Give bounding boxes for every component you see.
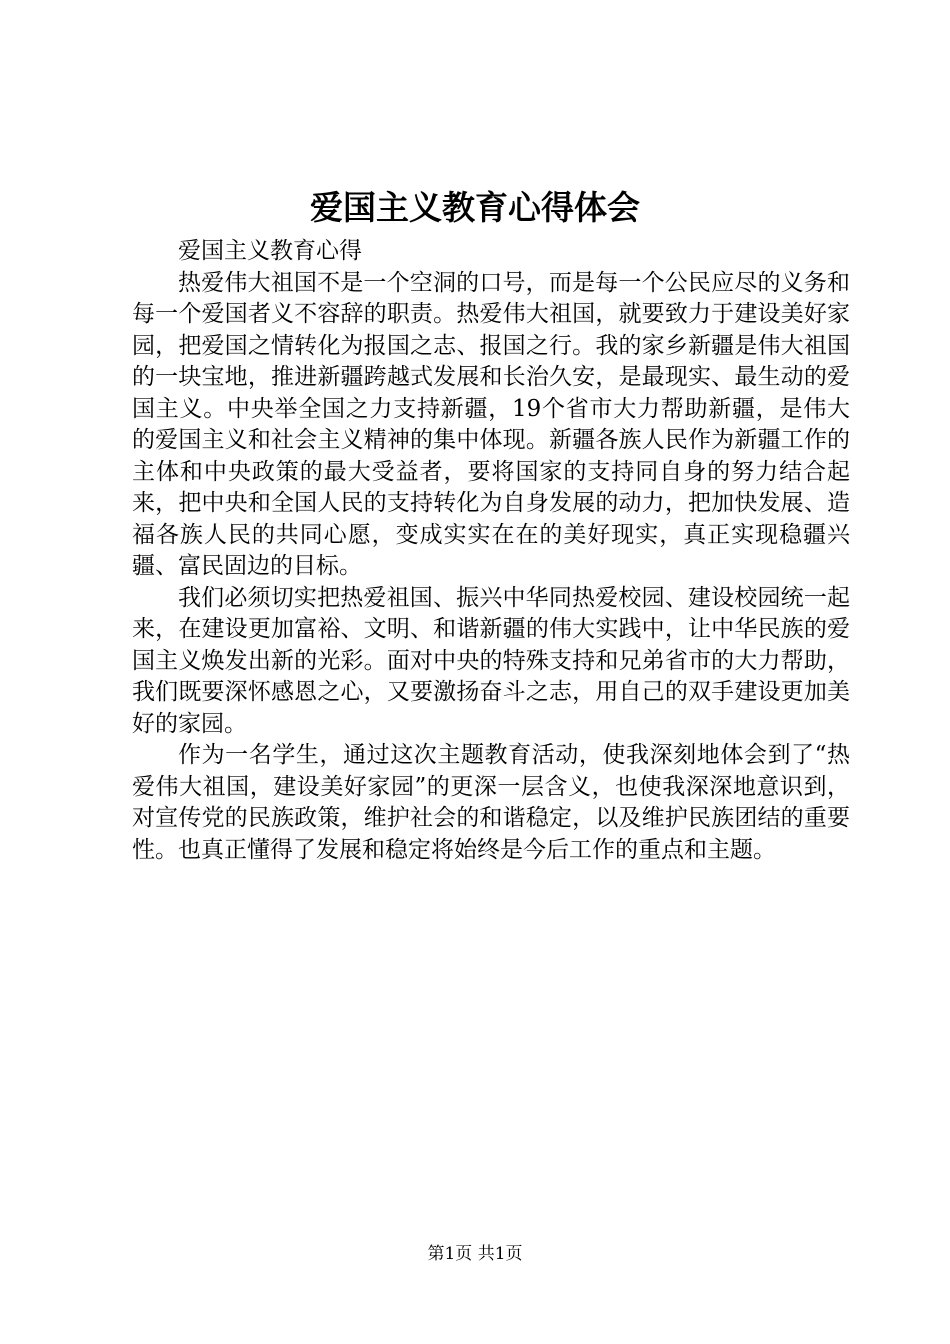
paragraph-3: 作为一名学生，通过这次主题教育活动，使我深刻地体会到了“热爱伟大祖国，建设美好家园”的更深一层含义，也使我深深地意识到，对宣传党的民族政策，维护社会的和谐稳定，以及维护民族团结的重要性。也真正懂得了发展和稳定将始终是今后工作的重点和主题。 [132, 742, 850, 863]
page-footer: 第1页 共1页 [427, 1244, 523, 1264]
document-title: 爱国主义教育心得体会 [310, 188, 640, 227]
paragraph-subtitle: 爱国主义教育心得 [178, 238, 362, 264]
document-body [132, 236, 850, 866]
paragraph-2: 我们必须切实把热爱祖国、振兴中华同热爱校园、建设校园统一起来，在建设更加富裕、文明、和谐新疆的伟大实践中，让中华民族的爱国主义焕发出新的光彩。面对中央的特殊支持和兄弟省市的大力帮助，我们既要深怀感恩之心，又要激扬奋斗之志，用自己的双手建设更加美好的家园。 [132, 584, 850, 737]
paragraph-1: 热爱伟大祖国不是一个空洞的口号，而是每一个公民应尽的义务和每一个爱国者义不容辞的职责。热爱伟大祖国，就要致力于建设美好家园，把爱国之情转化为报国之志、报国之行。我的家乡新疆是伟大祖国的一块宝地，推进新疆跨越式发展和长治久安，是最现实、最生动的爱国主义。中央举全国之力支持新疆，19个省市大力帮助新疆，是伟大的爱国主义和社会主义精神的集中体现。新疆各族人民作为新疆工作的主体和中央政策的最大受益者，要将国家的支持同自身的努力结合起来，把中央和全国人民的支持转化为自身发展的动力，把加快发展、造福各族人民的共同心愿，变成实实在在的美好现实，真正实现稳疆兴疆、富民固边的目标。 [132, 269, 850, 579]
